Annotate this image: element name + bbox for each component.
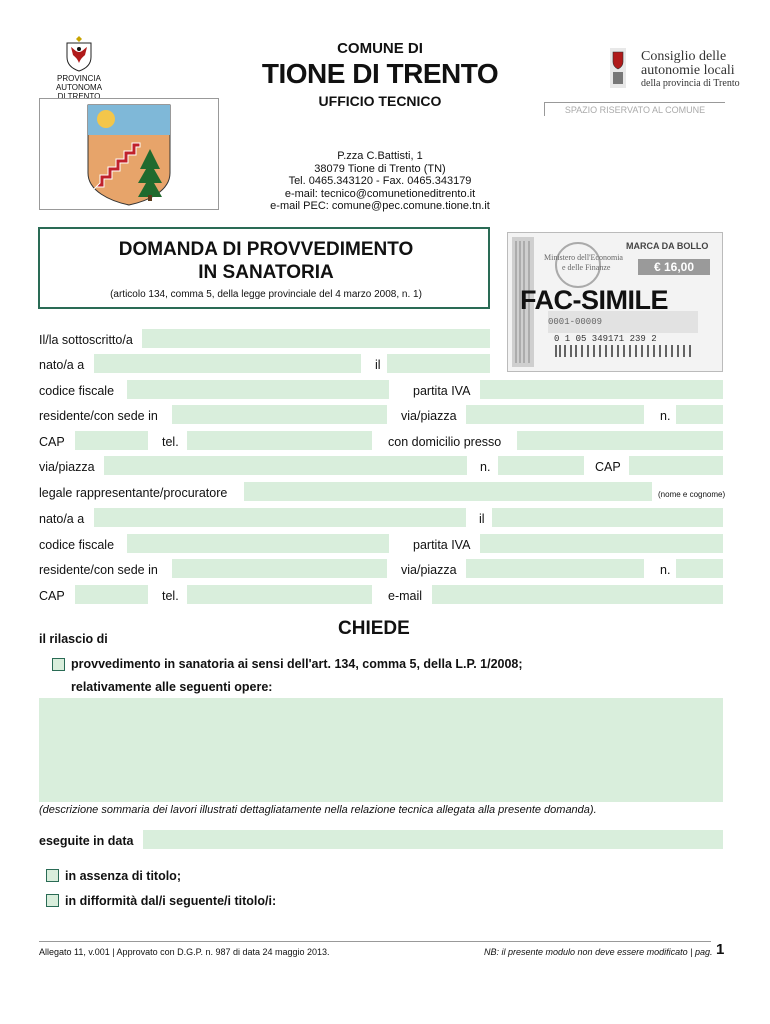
ufficio-label: UFFICIO TECNICO: [318, 93, 442, 109]
consiglio-logo: [610, 48, 626, 88]
via-piazza-2-label: via/piazza: [39, 460, 95, 474]
comune-crest-icon: [40, 99, 218, 209]
residente-label: residente/con sede in: [39, 409, 158, 423]
comune-crest-box: [39, 98, 219, 210]
sottoscritto-field[interactable]: [142, 329, 490, 348]
footer-divider: [39, 941, 711, 942]
cap-2-label: CAP: [595, 460, 621, 474]
domicilio-field[interactable]: [517, 431, 723, 450]
title-box: [38, 227, 490, 309]
eseguite-field[interactable]: [143, 830, 723, 849]
numero-label: n.: [660, 409, 671, 423]
via-piazza-2-field[interactable]: [104, 456, 467, 475]
via-piazza-3-field[interactable]: [466, 559, 644, 578]
eseguite-label: eseguite in data: [39, 834, 134, 848]
email-field[interactable]: [432, 585, 723, 604]
numero-3-label: n.: [660, 563, 671, 577]
difformita-label: in difformità dal/i seguente/i titolo/i:: [65, 894, 277, 908]
il-2-label: il: [479, 512, 485, 526]
rilascio-label: il rilascio di: [39, 632, 108, 646]
stamp-serial: 0001-00009: [548, 317, 603, 327]
assenza-label: in assenza di titolo;: [65, 869, 181, 883]
nato-a-2-field[interactable]: [94, 508, 466, 527]
spazio-riservato-box: [544, 102, 725, 116]
cap-2-field[interactable]: [629, 456, 723, 475]
codice-fiscale-2-field[interactable]: [127, 534, 389, 553]
stamp-amount: € 16,00: [638, 259, 710, 275]
footer-left: Allegato 11, v.001 | Approvato con D.G.P. n. 987 di data 24 maggio 2013.: [39, 947, 330, 957]
chiede-title: CHIEDE: [338, 618, 410, 639]
opere-textarea[interactable]: [39, 698, 723, 802]
nato-a-2-label: nato/a a: [39, 512, 85, 526]
tel-field[interactable]: [187, 431, 372, 450]
barcode-digits: 0 1 05 349171 239 2: [554, 334, 657, 344]
eagle-crest-icon: [62, 34, 96, 72]
codice-fiscale-2-label: codice fiscale: [39, 538, 115, 552]
spazio-riservato-label: SPAZIO RISERVATO AL COMUNE: [564, 105, 706, 115]
numero-2-label: n.: [480, 460, 491, 474]
email-label: e-mail: [388, 589, 423, 603]
option-sanatoria-checkbox[interactable]: [52, 658, 65, 671]
consiglio-crest-icon: [610, 48, 626, 88]
descrizione-note: (descrizione sommaria dei lavori illustrati dettagliatamente nella relazione tecnica allegata alla presente domanda).: [39, 804, 597, 816]
legale-label: legale rappresentante/procuratore: [39, 486, 228, 500]
province-name: PROVINCIA AUTONOMA DI TRENTO: [55, 74, 103, 101]
nato-a-field[interactable]: [94, 354, 361, 373]
residente-2-field[interactable]: [172, 559, 387, 578]
numero-field[interactable]: [676, 405, 723, 424]
residente-field[interactable]: [172, 405, 387, 424]
via-piazza-field[interactable]: [466, 405, 644, 424]
cap-3-label: CAP: [39, 589, 65, 603]
difformita-checkbox[interactable]: [46, 894, 59, 907]
numero-2-field[interactable]: [498, 456, 584, 475]
form-subtitle: (articolo 134, comma 5, della legge provinciale del 4 marzo 2008, n. 1): [110, 289, 422, 300]
via-piazza-3-label: via/piazza: [401, 563, 457, 577]
codice-fiscale-label: codice fiscale: [39, 384, 115, 398]
via-piazza-label: via/piazza: [401, 409, 457, 423]
residente-2-label: residente/con sede in: [39, 563, 158, 577]
form-title-line1: DOMANDA DI PROVVEDIMENTO: [118, 239, 414, 260]
comune-di-label: COMUNE DI: [337, 40, 423, 57]
nome-cognome-hint: (nome e cognome): [658, 490, 726, 499]
data-nascita-2-field[interactable]: [492, 508, 723, 527]
partita-iva-2-label: partita IVA: [413, 538, 471, 552]
tel-label: tel.: [162, 435, 179, 449]
footer-right: NB: il presente modulo non deve essere modificato | pag.: [484, 947, 713, 957]
assenza-checkbox[interactable]: [46, 869, 59, 882]
cap-3-field[interactable]: [75, 585, 148, 604]
nato-a-label: nato/a a: [39, 358, 85, 372]
tel-2-label: tel.: [162, 589, 179, 603]
data-nascita-field[interactable]: [387, 354, 490, 373]
page-title: TIONE DI TRENTO: [261, 58, 499, 89]
cap-field[interactable]: [75, 431, 148, 450]
consiglio-text: Consiglio delle autonomie locali della provincia di Trento: [641, 49, 740, 89]
page-number: 1: [716, 941, 725, 958]
codice-fiscale-field[interactable]: [127, 380, 389, 399]
marca-da-bollo: [507, 232, 723, 372]
address-block: P.zza C.Battisti, 1 38079 Tione di Trento (TN) Tel. 0465.343120 - Fax. 0465.343179 e-mail: tecnico@comunetioneditrento.it e-mail PEC: comune@pec.comune.tione.tn.it: [270, 150, 490, 212]
legale-field[interactable]: [244, 482, 652, 501]
form-title-line2: IN SANATORIA: [198, 262, 334, 283]
option-sanatoria-label: provvedimento in sanatoria ai sensi dell'art. 134, comma 5, della L.P. 1/2008;: [71, 657, 523, 671]
marca-label: MARCA DA BOLLO: [626, 241, 709, 251]
tel-2-field[interactable]: [187, 585, 372, 604]
numero-3-field[interactable]: [676, 559, 723, 578]
partita-iva-label: partita IVA: [413, 384, 471, 398]
ministero-line1: Ministero dell'Economia: [544, 253, 623, 262]
partita-iva-field[interactable]: [480, 380, 723, 399]
domicilio-label: con domicilio presso: [388, 435, 502, 449]
sottoscritto-label: Il/la sottoscritto/a: [39, 333, 133, 347]
partita-iva-2-field[interactable]: [480, 534, 723, 553]
province-logo: [62, 34, 96, 72]
relativamente-label: relativamente alle seguenti opere:: [71, 680, 273, 694]
ministero-line2: e delle Finanze: [562, 263, 611, 272]
il-label: il: [375, 358, 381, 372]
facsimile-label: FAC-SIMILE: [520, 285, 668, 315]
cap-label: CAP: [39, 435, 65, 449]
